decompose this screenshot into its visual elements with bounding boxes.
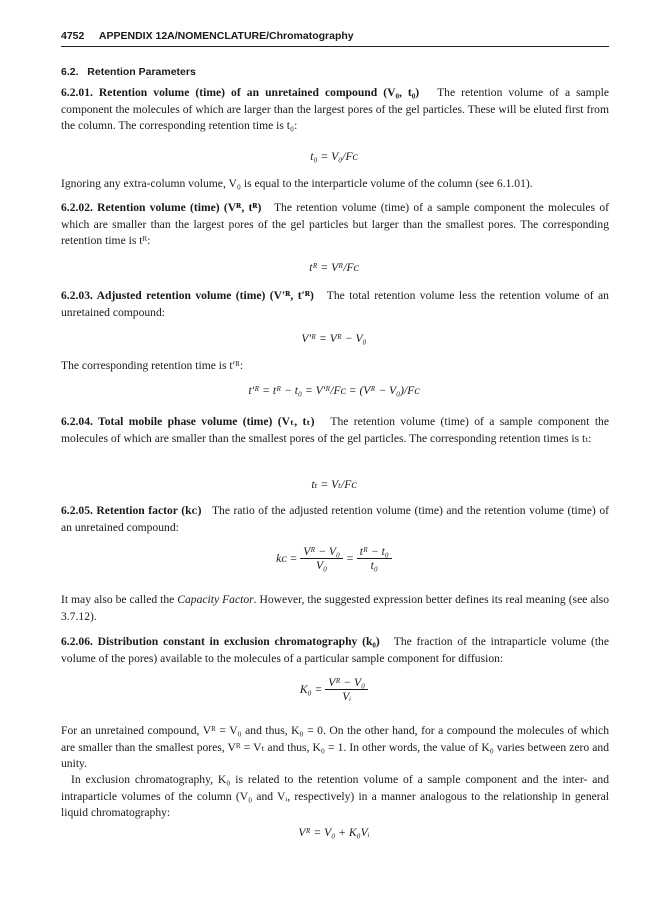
fraction-denominator: V₀ xyxy=(316,559,328,572)
running-header xyxy=(61,30,609,46)
equation-tt: tₜ = Vₜ/Fᴄ xyxy=(311,478,357,491)
entry-6-2-03-note: The corresponding retention time is t′ᴿ: xyxy=(61,359,244,372)
entry-6-2-05-note xyxy=(61,592,609,625)
eq-lhs: kᴄ = xyxy=(276,552,298,565)
entry-6-2-01 xyxy=(61,85,609,135)
capacity-factor-term: Capacity Factor xyxy=(177,593,254,606)
section-number: 6.2. xyxy=(61,66,79,78)
equation-retention-factor xyxy=(0,545,668,572)
eq-equals: = xyxy=(345,552,354,565)
entry-6-2-05 xyxy=(61,503,609,536)
entry-body: The retention volume of a sample component the molecules of which are larger than the largest pores of the gel particles. These will be eluted first from the column. The corresponding retention time is t₀: xyxy=(61,86,609,132)
running-title: APPENDIX 12A/NOMENCLATURE/Chromatography xyxy=(98,30,354,42)
entry-lead: 6.2.01. Retention volume (time) of an unretained compound (V₀, t₀) xyxy=(61,86,420,99)
entry-body: The fraction of the intraparticle volume (the volume of the pores) available to the molecules of a particular sample component for diffusion: xyxy=(61,635,609,665)
entry-6-2-02 xyxy=(61,200,609,250)
entry-lead: 6.2.02. Retention volume (time) (Vᴿ, tᴿ) xyxy=(61,201,262,214)
fraction-numerator: tᴿ − t₀ xyxy=(357,545,392,559)
equation-distribution-constant xyxy=(0,676,668,703)
entry-6-2-03 xyxy=(61,288,609,321)
fraction-denominator: t₀ xyxy=(370,559,378,572)
equation-t0: t₀ = V₀/Fᴄ xyxy=(310,150,358,163)
entry-body: The retention volume (time) of a sample component the molecules of which are smaller than the smallest pores of the gel particles. The corresponding retention times is tₜ: xyxy=(61,415,609,445)
entry-lead: 6.2.06. Distribution constant in exclusion chromatography (k₀) xyxy=(61,635,380,648)
note-text: . However, the suggested expression better defines its real meaning (see also 3.7.12). xyxy=(61,593,609,623)
fraction-numerator: Vᴿ − V₀ xyxy=(325,676,368,690)
section-title: Retention Parameters xyxy=(87,66,196,78)
note-text: It may also be called the xyxy=(61,593,178,606)
section-heading xyxy=(61,66,196,78)
fraction-numerator: Vᴿ − V₀ xyxy=(300,545,343,559)
fraction-denominator: Vᵢ xyxy=(342,690,352,703)
equation-retention-volume: Vᴿ = V₀ + K₀Vᵢ xyxy=(298,826,370,839)
entry-body: The ratio of the adjusted retention volume (time) and the retention volume (time) of an unretained compound: xyxy=(61,504,610,534)
fraction-times xyxy=(357,545,392,572)
eq-lhs: K₀ = xyxy=(299,683,323,696)
entry-6-2-06-note2: In exclusion chromatography, K₀ is related to the retention volume of a sample component and the inter- and intraparticle volumes of the column (V₀ and Vᵢ, respectively) in a manner analogous to the relationship in general liquid chromatography: xyxy=(61,773,609,819)
fraction xyxy=(325,676,368,703)
entry-6-2-01-note: Ignoring any extra-column volume, V₀ is equal to the interparticle volume of the column (see 6.1.01). xyxy=(61,177,533,190)
fraction-volumes xyxy=(300,545,343,572)
entry-lead: 6.2.03. Adjusted retention volume (time) (V′ᴿ, t′ᴿ) xyxy=(61,289,314,302)
entry-body: The total retention volume less the retention volume of an unretained compound: xyxy=(61,289,609,319)
header-rule xyxy=(61,46,609,47)
entry-6-2-06-note: For an unretained compound, Vᴿ = V₀ and thus, K₀ = 0. On the other hand, for a compound the molecules of which are smaller than the smallest pores, Vᴿ = Vₜ and thus, K₀ = 1. In other words, the value of K₀ varies between zero and unity. xyxy=(61,724,609,770)
entry-6-2-06 xyxy=(61,634,609,667)
equation-adjusted-volume: V′ᴿ = Vᴿ − V₀ xyxy=(301,332,367,345)
equation-adjusted-time: t′ᴿ = tᴿ − t₀ = V′ᴿ/Fᴄ = (Vᴿ − V₀)/Fᴄ xyxy=(248,384,420,397)
entry-lead: 6.2.04. Total mobile phase volume (time) (Vₜ, tₜ) xyxy=(61,415,315,428)
entry-body: The retention volume (time) of a sample component the molecules of which are smaller than the largest pores of the gel particles but larger than the smallest pores. The corresponding retention time is tᴿ: xyxy=(61,201,609,247)
equation-tR: tᴿ = Vᴿ/Fᴄ xyxy=(309,261,359,274)
page-number: 4752 xyxy=(61,30,85,42)
entry-lead: 6.2.05. Retention factor (kᴄ) xyxy=(61,504,202,517)
entry-6-2-04 xyxy=(61,414,609,447)
